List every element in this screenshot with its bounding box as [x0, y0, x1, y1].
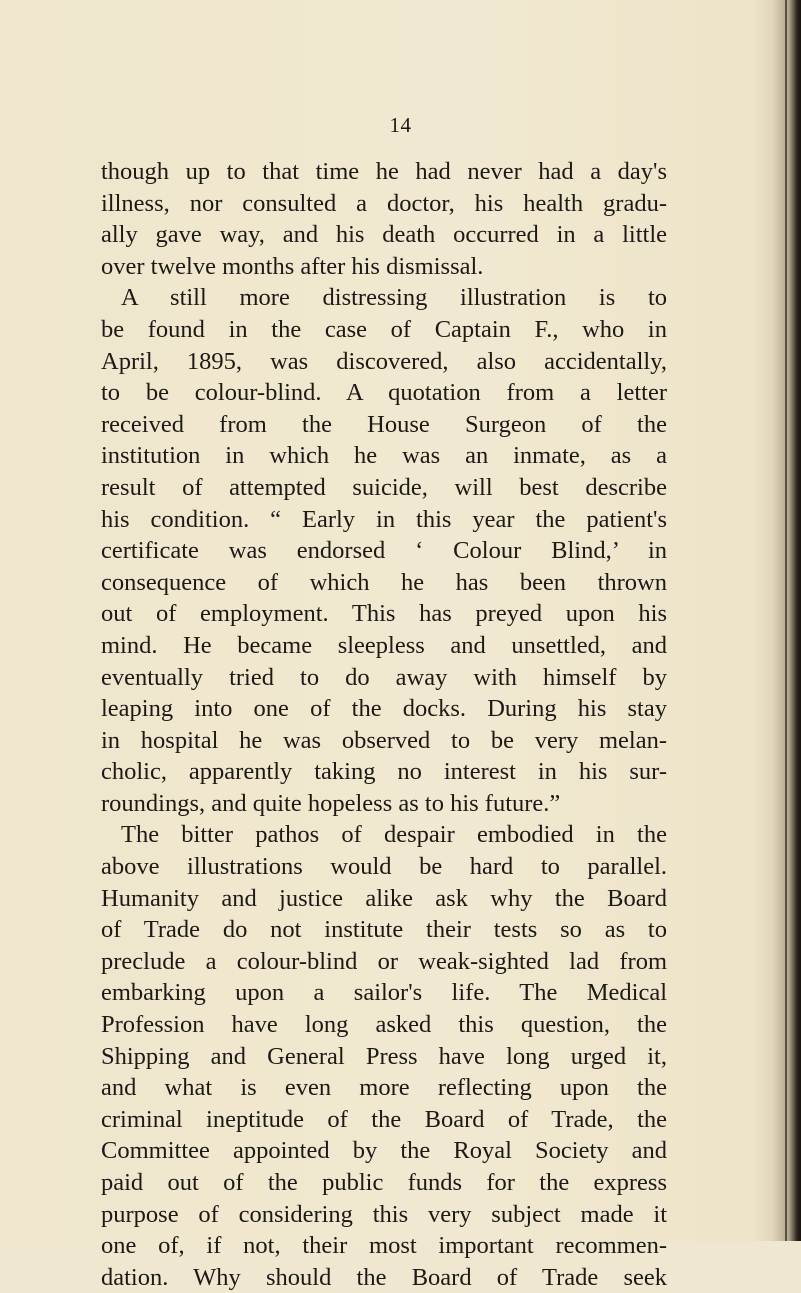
text-line: over twelve months after his dismissal.: [101, 252, 484, 280]
text-line: purpose of considering this very subject made it: [101, 1200, 667, 1228]
text-line: one of, if not, their most important recommen-: [101, 1232, 667, 1260]
text-line: above illustrations would be hard to parallel.: [101, 853, 667, 881]
text-line: cholic, apparently taking no interest in his sur-: [101, 758, 667, 786]
page-number: 14: [389, 113, 412, 137]
text-line: institution in which he was an inmate, as a: [101, 442, 667, 470]
text-line: The bitter pathos of despair embodied in the: [121, 821, 667, 849]
text-line: embarking upon a sailor's life. The Medical: [101, 979, 667, 1007]
text-line: mind. He became sleepless and unsettled, and: [101, 631, 667, 659]
text-line: roundings, and quite hopeless as to his future.”: [101, 789, 561, 817]
text-line: Profession have long asked this question, the: [101, 1011, 667, 1039]
text-line: out of employment. This has preyed upon his: [101, 600, 667, 628]
text-line: criminal ineptitude of the Board of Trade, the: [101, 1105, 667, 1133]
text-line: paid out of the public funds for the express: [101, 1169, 667, 1196]
text-line: April, 1895, was discovered, also accidentally,: [101, 347, 667, 375]
text-line: consequence of which he has been thrown: [101, 568, 667, 596]
body-text: [101, 156, 667, 1293]
text-line: be found in the case of Captain F., who in: [101, 315, 667, 343]
text-line: to be colour-blind. A quotation from a letter: [101, 379, 667, 407]
text-line: preclude a colour-blind or weak-sighted lad from: [101, 947, 667, 975]
text-line: illness, nor consulted a doctor, his health gradu-: [101, 189, 667, 217]
text-line: dation. Why should the Board of Trade seek: [101, 1263, 667, 1291]
text-line: A still more distressing illustration is to: [121, 284, 667, 312]
text-line: Committee appointed by the Royal Society and: [101, 1137, 667, 1165]
text-line: though up to that time he had never had a day's: [101, 158, 667, 185]
text-line: Shipping and General Press have long urged it,: [101, 1042, 667, 1070]
text-line: Humanity and justice alike ask why the Board: [101, 884, 667, 912]
text-line: ally gave way, and his death occurred in a little: [101, 221, 667, 249]
text-line: and what is even more reflecting upon the: [101, 1074, 667, 1102]
page-edge-shadow: [753, 0, 801, 1241]
text-line: received from the House Surgeon of the: [101, 410, 667, 438]
text-line: result of attempted suicide, will best describe: [101, 473, 667, 501]
text-line: eventually tried to do away with himself by: [101, 663, 667, 691]
text-line: certificate was endorsed ‘ Colour Blind,’ in: [101, 537, 667, 565]
text-line: in hospital he was observed to be very melan-: [101, 726, 667, 754]
text-line: his condition. “ Early in this year the patient's: [101, 505, 667, 533]
page-edge-line: [785, 0, 787, 1241]
text-line: of Trade do not institute their tests so as to: [101, 916, 667, 944]
text-line: leaping into one of the docks. During his stay: [101, 695, 667, 723]
